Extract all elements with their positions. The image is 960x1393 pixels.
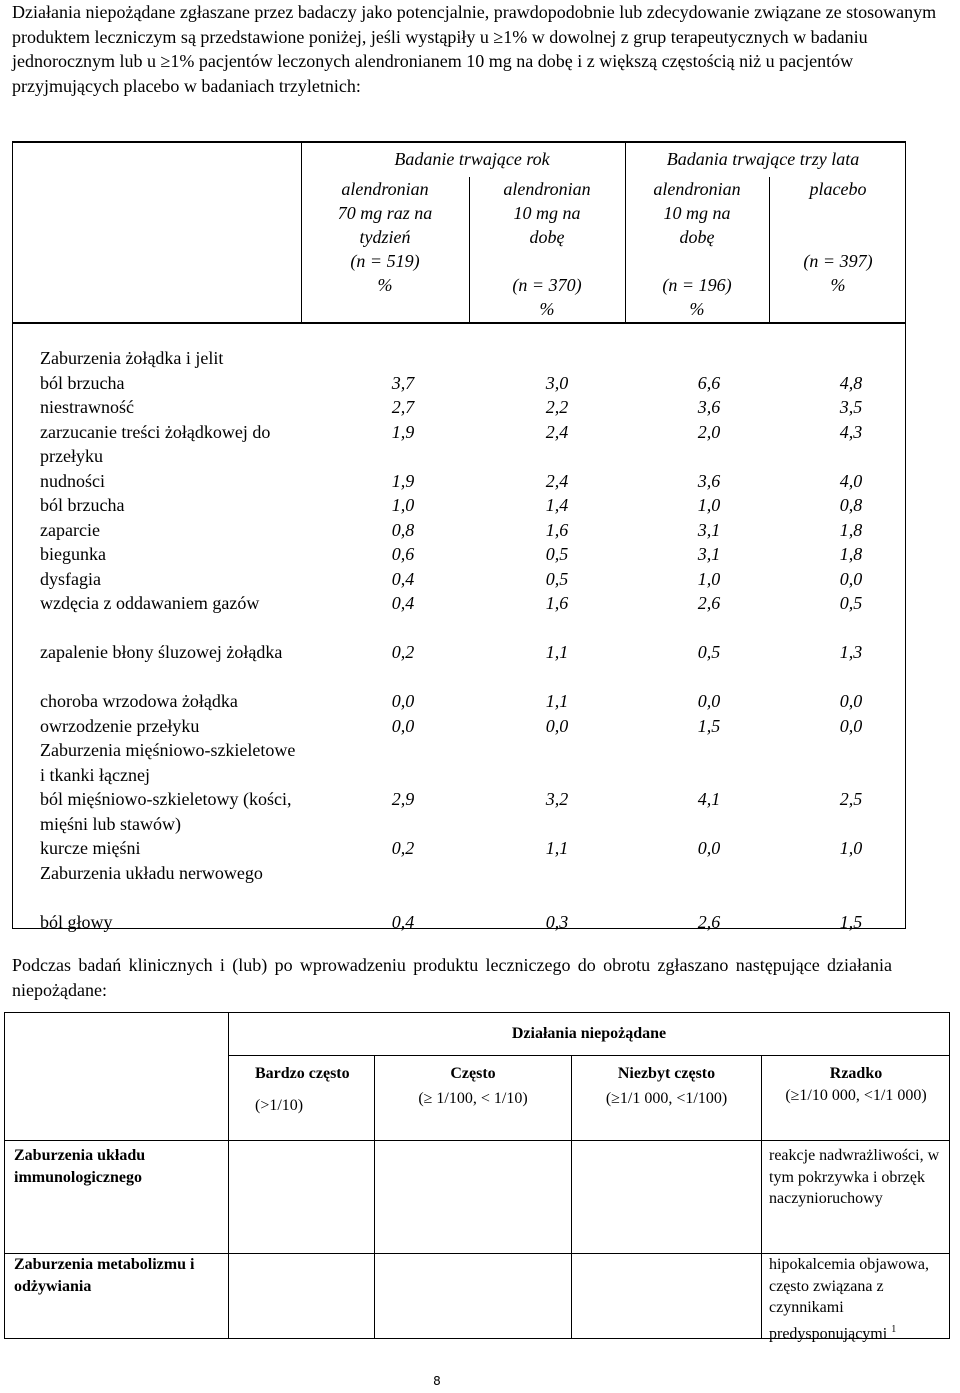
row-label-immune: Zaburzenia układu immunologicznego — [14, 1147, 146, 1186]
table-row — [13, 640, 905, 689]
value-cell: 0,5 — [545, 544, 569, 564]
rare-metabolism: hipokalcemia objawowa, często związana z czynnikami predysponującymi $^1$ — [769, 1256, 929, 1342]
value-cell: 3,0 — [545, 372, 569, 393]
value-cell: 1,4 — [545, 495, 569, 515]
value-cell: 1,5 — [697, 715, 721, 736]
value-cell: 0,4 — [391, 593, 415, 613]
intro-paragraph: Działania niepożądane zgłaszane przez badaczy jako potencjalnie, prawdopodobnie lub zdecydowanie związane ze stosowanym produktem leczniczym są przedstawione poniżej, jeśli wystąpiły u ≥1% w dowolnej z grup terapeutycznych w badaniu jednorocznym lub u ≥1% pacjentów leczonych alendronianem 10 mg na dobę i z większą częstością niż u pacjentów przyjmujących placebo w badaniach trzyletnich: — [12, 2, 937, 96]
row-label: ból mięśniowo-szkieletowy (kości, mięśni lub stawów) — [40, 789, 292, 834]
header-common: Często (≥ 1/100, < 1/10) — [418, 1065, 528, 1107]
value-cell: 0,0 — [839, 715, 863, 736]
row-label: Zaburzenia układu nerwowego — [40, 862, 263, 883]
header-very-common: Bardzo często (>1/10) — [255, 1065, 350, 1114]
value-cell: 1,3 — [839, 642, 863, 662]
row-label: ból głowy — [40, 911, 113, 932]
frequency-table — [4, 1012, 950, 1342]
value-cell: 1,6 — [545, 519, 569, 540]
value-cell: 2,4 — [545, 421, 569, 442]
value-cell: 1,8 — [839, 544, 863, 564]
row-label: Zaburzenia mięśniowo-szkieletowe i tkanki łącznej — [40, 740, 296, 785]
value-cell: 3,2 — [545, 789, 569, 809]
value-cell: 3,1 — [697, 544, 721, 564]
table-row — [13, 714, 905, 739]
table-row — [13, 836, 905, 861]
value-cell: 2,2 — [545, 397, 569, 417]
value-cell: 1,9 — [391, 470, 415, 491]
table-row — [13, 518, 905, 543]
value-cell: 1,1 — [545, 642, 569, 662]
table-row — [13, 493, 905, 518]
value-cell: 0,5 — [697, 642, 721, 662]
table-row — [13, 420, 905, 469]
value-cell: 1,6 — [545, 593, 569, 613]
value-cell: 0,8 — [839, 495, 863, 515]
value-cell: 1,1 — [545, 691, 569, 711]
value-cell: 0,0 — [545, 715, 569, 736]
adverse-events-table — [12, 141, 906, 932]
row-label: Zaburzenia żołądka i jelit — [40, 348, 224, 368]
value-cell: 1,0 — [391, 495, 415, 515]
value-cell: 4,8 — [839, 372, 863, 393]
value-cell: 0,0 — [391, 691, 415, 711]
row-label: zaparcie — [40, 519, 100, 540]
rare-immune: reakcje nadwrażliwości, w tym pokrzywka i obrzęk naczynioruchowy — [769, 1147, 940, 1207]
row-label: ból brzucha — [40, 495, 125, 515]
table-row — [13, 738, 905, 787]
table-row — [13, 395, 905, 420]
value-cell: 0,3 — [545, 911, 569, 932]
table-title: Działania niepożądane — [511, 1025, 667, 1042]
value-cell: 3,1 — [697, 519, 721, 540]
column-header-alendronate-10-1y: alendronian 10 mg na dobę (n = 370) % — [503, 179, 591, 319]
value-cell: 0,8 — [391, 519, 415, 540]
header-rare: Rzadko (≥1/10 000, <1/1 000) — [785, 1065, 927, 1104]
table-row — [13, 910, 905, 935]
row-label: ból brzucha — [40, 372, 125, 393]
value-cell: 0,0 — [697, 838, 721, 858]
value-cell: 3,6 — [697, 397, 721, 417]
row-label: owrzodzenie przełyku — [40, 715, 200, 736]
value-cell: 0,6 — [391, 544, 415, 564]
row-label: biegunka — [40, 544, 106, 564]
table-row — [13, 861, 905, 910]
table-row — [13, 567, 905, 592]
table-row — [13, 542, 905, 567]
value-cell: 1,9 — [391, 421, 415, 442]
page-number: 8 — [433, 1374, 441, 1388]
row-label: kurcze mięśni — [40, 838, 141, 858]
value-cell: 2,9 — [391, 789, 415, 809]
value-cell: 6,6 — [697, 372, 721, 393]
value-cell: 2,4 — [545, 470, 569, 491]
table-row — [13, 371, 905, 396]
value-cell: 3,7 — [391, 372, 415, 393]
group-header-three-years: Badania trwające trzy lata — [666, 149, 860, 169]
row-label: nudności — [40, 470, 105, 491]
value-cell: 1,8 — [839, 519, 863, 540]
value-cell: 3,5 — [839, 397, 863, 417]
row-label: choroba wrzodowa żołądka — [40, 691, 238, 711]
section-paragraph: Podczas badań klinicznych i (lub) po wprowadzeniu produktu leczniczego do obrotu zgłaszano następujące działania niepożądane: — [12, 955, 892, 1000]
value-cell: 2,7 — [391, 397, 415, 417]
table-row — [13, 689, 905, 714]
table-row — [13, 787, 905, 836]
row-label: zarzucanie treści żołądkowej do przełyku — [40, 421, 271, 466]
value-cell: 0,2 — [391, 642, 415, 662]
value-cell: 0,5 — [839, 593, 863, 613]
value-cell: 1,0 — [697, 495, 721, 515]
value-cell: 0,0 — [697, 691, 721, 711]
table-row — [13, 346, 905, 371]
value-cell: 2,6 — [697, 593, 721, 613]
column-header-placebo: placebo (n = 397) % — [803, 179, 873, 295]
row-label: zapalenie błony śluzowej żołądka — [40, 642, 283, 662]
table-row — [13, 591, 905, 640]
column-header-alendronate-10-3y: alendronian 10 mg na dobę (n = 196) % — [653, 179, 741, 319]
footnote-marker: 1 — [891, 1323, 897, 1335]
column-header-alendronate-70: alendronian 70 mg raz na tydzień (n = 519) % — [337, 179, 433, 295]
value-cell: 0,5 — [545, 568, 569, 589]
value-cell: 0,4 — [391, 568, 415, 589]
value-cell: 2,6 — [697, 911, 721, 932]
header-uncommon: Niezbyt często (≥1/1 000, <1/100) — [605, 1065, 728, 1107]
value-cell: 0,0 — [839, 691, 863, 711]
value-cell: 0,2 — [391, 838, 415, 858]
value-cell: 0,4 — [391, 911, 415, 932]
value-cell: 4,3 — [839, 421, 863, 442]
table-body — [13, 346, 905, 934]
value-cell: 1,5 — [839, 911, 863, 932]
value-cell: 1,0 — [839, 838, 863, 858]
row-label: niestrawność — [40, 397, 134, 417]
value-cell: 2,0 — [697, 421, 721, 442]
row-label: dysfagia — [40, 568, 101, 589]
value-cell: 1,1 — [545, 838, 569, 858]
value-cell: 3,6 — [697, 470, 721, 491]
table-row — [13, 469, 905, 494]
value-cell: 4,0 — [839, 470, 863, 491]
value-cell: 2,5 — [839, 789, 863, 809]
row-label-metabolism: Zaburzenia metabolizmu i odżywiania — [14, 1256, 195, 1295]
value-cell: 4,1 — [697, 789, 721, 809]
value-cell: 0,0 — [839, 568, 863, 589]
value-cell: 1,0 — [697, 568, 721, 589]
group-header-one-year: Badanie trwające rok — [394, 149, 550, 169]
row-label: wzdęcia z oddawaniem gazów — [40, 593, 260, 613]
value-cell: 0,0 — [391, 715, 415, 736]
